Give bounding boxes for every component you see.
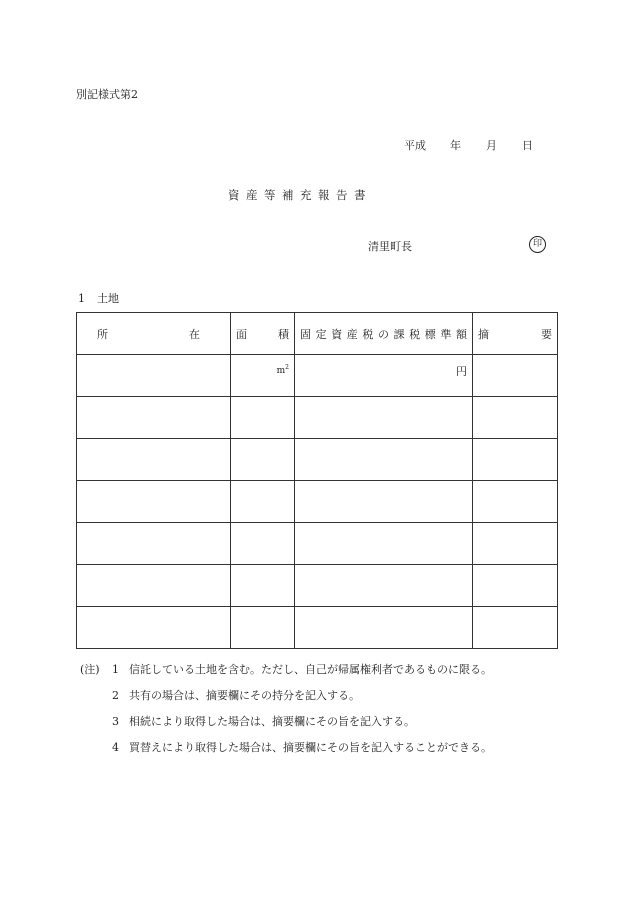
- cell-tax-value[interactable]: [295, 355, 473, 397]
- note-item: 2 共有の場合は、摘要欄にその持分を記入する。: [112, 689, 360, 702]
- table-header-row: [77, 313, 558, 355]
- cell-tax-value[interactable]: [295, 523, 473, 565]
- cell-area[interactable]: [231, 355, 295, 397]
- header-tax-value: 固 定 資 産 税 の 課 税 標 準 額: [295, 313, 473, 355]
- note-item: 4 買替えにより取得した場合は、摘要欄にその旨を記入することができる。: [112, 741, 492, 754]
- cell-area[interactable]: [231, 397, 295, 439]
- cell-remarks[interactable]: [473, 565, 558, 607]
- table-row: [77, 481, 558, 523]
- date-year-label: 年: [450, 139, 461, 152]
- cell-area[interactable]: [231, 481, 295, 523]
- cell-area[interactable]: [231, 607, 295, 649]
- cell-area[interactable]: [231, 565, 295, 607]
- header-location: 所 在: [77, 313, 231, 355]
- cell-area[interactable]: [231, 439, 295, 481]
- cell-remarks[interactable]: [473, 523, 558, 565]
- cell-tax-value[interactable]: [295, 481, 473, 523]
- unit-square-meter: m2: [276, 364, 289, 376]
- section-label: 土地: [97, 292, 119, 305]
- table-row: [77, 397, 558, 439]
- cell-location[interactable]: [77, 565, 231, 607]
- document-title: 資産等補充報告書: [228, 188, 372, 202]
- seal-mark: 印: [529, 236, 546, 253]
- cell-location[interactable]: [77, 439, 231, 481]
- cell-tax-value[interactable]: [295, 397, 473, 439]
- cell-remarks[interactable]: [473, 439, 558, 481]
- cell-tax-value[interactable]: [295, 607, 473, 649]
- cell-area[interactable]: [231, 523, 295, 565]
- table-row: [77, 565, 558, 607]
- date-line: [404, 137, 533, 153]
- cell-location[interactable]: [77, 607, 231, 649]
- cell-remarks[interactable]: [473, 355, 558, 397]
- unit-yen: 円: [456, 364, 467, 378]
- section-number: 1: [78, 292, 85, 305]
- form-number: 別記様式第2: [76, 88, 138, 101]
- date-month-label: 月: [486, 139, 497, 152]
- notes: [80, 657, 492, 761]
- notes-prefix: (注): [80, 663, 100, 676]
- cell-location[interactable]: [77, 523, 231, 565]
- section-heading: [78, 290, 119, 306]
- cell-location[interactable]: [77, 397, 231, 439]
- cell-remarks[interactable]: [473, 481, 558, 523]
- note-item: (注) 1 信託している土地を含む。ただし、自己が帰属権利者であるものに限る。: [80, 657, 492, 683]
- table-row: [77, 607, 558, 649]
- land-table: [76, 312, 558, 649]
- table-row: [77, 355, 558, 397]
- header-remarks: 摘 要: [473, 313, 558, 355]
- cell-location[interactable]: [77, 355, 231, 397]
- note-item: 3 相続により取得した場合は、摘要欄にその旨を記入する。: [112, 715, 415, 728]
- addressee: 清里町長: [368, 240, 412, 253]
- date-era: 平成: [404, 139, 426, 152]
- cell-location[interactable]: [77, 481, 231, 523]
- cell-remarks[interactable]: [473, 607, 558, 649]
- cell-tax-value[interactable]: [295, 439, 473, 481]
- table-row: [77, 439, 558, 481]
- header-area: 面 積: [231, 313, 295, 355]
- date-day-label: 日: [522, 139, 533, 152]
- cell-tax-value[interactable]: [295, 565, 473, 607]
- table-row: [77, 523, 558, 565]
- cell-remarks[interactable]: [473, 397, 558, 439]
